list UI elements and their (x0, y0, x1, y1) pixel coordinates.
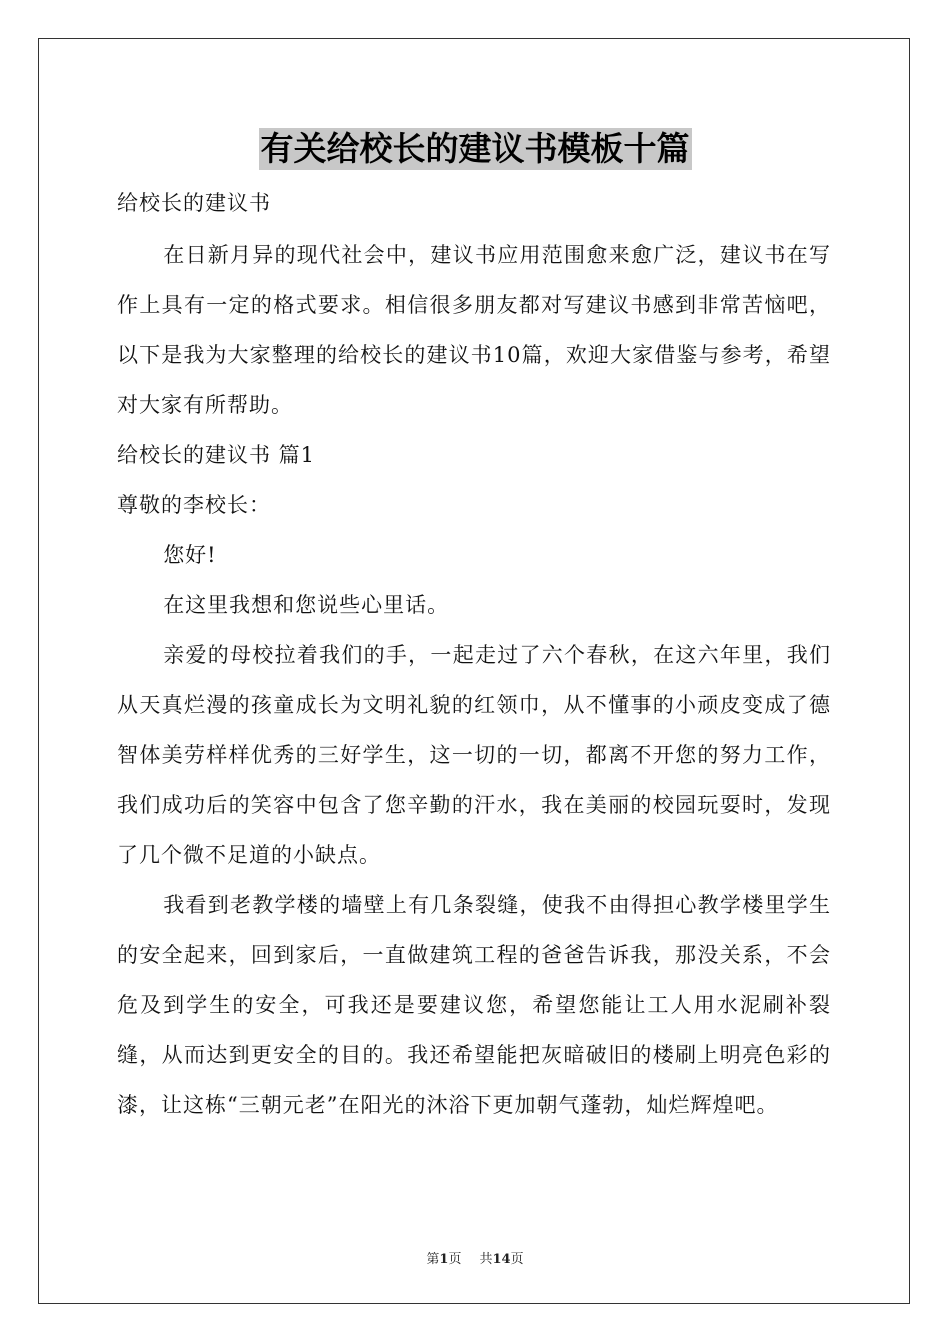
total-pages: 14 (492, 1252, 511, 1267)
total-suffix: 页 (510, 1252, 524, 1267)
paragraph: 在日新月异的现代社会中，建议书应用范围愈来愈广泛，建议书在写作上具有一定的格式要求。相信很多朋友都对写建议书感到非常苦恼吧，以下是我为大家整理的给校长的建议书10篇，欢迎大家借鉴与参考，希望对大家有所帮助。 (117, 243, 831, 417)
title-container (0, 128, 950, 170)
page-number: 1 (439, 1252, 449, 1267)
paragraph: 您好! (163, 543, 217, 567)
paragraph: 给校长的建议书 (117, 191, 271, 215)
document-title: 有关给校长的建议书模板十篇 (260, 129, 690, 168)
paragraph: 我看到老教学楼的墙壁上有几条裂缝，使我不由得担心教学楼里学生的安全起来，回到家后，一直做建筑工程的爸爸告诉我，那没关系，不会危及到学生的安全，可我还是要建议您，希望您能让工人用水泥刷补裂缝，从而达到更安全的目的。我还希望能把灰暗破旧的楼刷上明亮色彩的漆，让这栋“三朝元老”在阳光的沐浴下更加朝气蓬勃，灿烂辉煌吧。 (117, 893, 831, 1117)
salutation: 尊敬的李校长： (117, 493, 271, 517)
total-prefix: 共 (479, 1252, 493, 1267)
page-prefix: 第 (426, 1252, 440, 1267)
document-body (117, 178, 831, 1130)
section-heading: 给校长的建议书 篇1 (117, 443, 316, 467)
page-footer (0, 1248, 950, 1267)
paragraph: 在这里我想和您说些心里话。 (163, 593, 450, 617)
page-suffix: 页 (448, 1252, 462, 1267)
paragraph: 亲爱的母校拉着我们的手，一起走过了六个春秋，在这六年里，我们从天真烂漫的孩童成长为文明礼貌的红领巾，从不懂事的小顽皮变成了德智体美劳样样优秀的三好学生，这一切的一切，都离不开您的努力工作，我们成功后的笑容中包含了您辛勤的汗水，我在美丽的校园玩耍时，发现了几个微不足道的小缺点。 (117, 643, 831, 867)
